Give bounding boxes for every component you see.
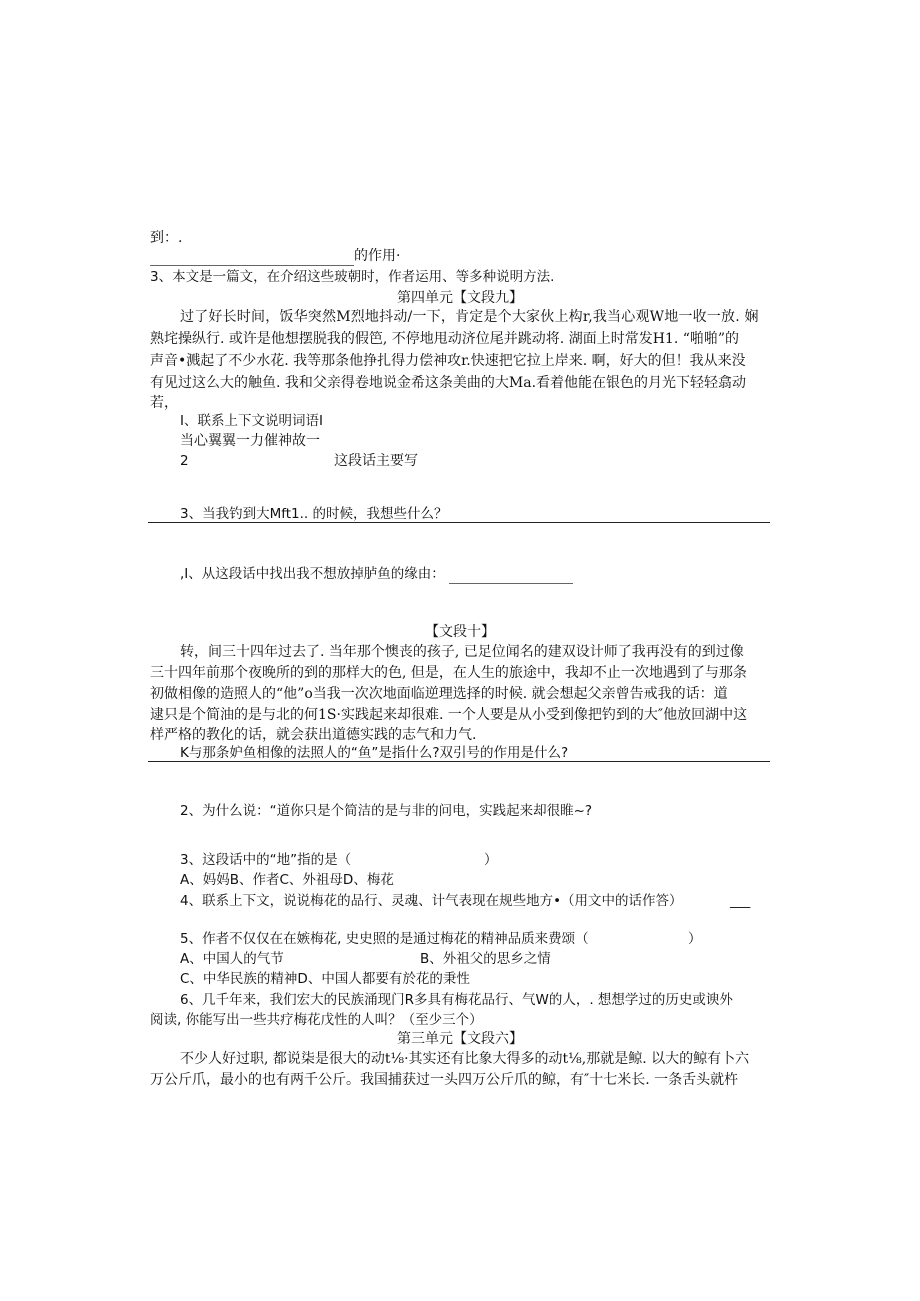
section-heading: 【文段十】 xyxy=(425,624,495,640)
option-b: B、外祖父的思乡之情 xyxy=(420,951,551,967)
answer-line xyxy=(150,246,400,266)
question-6: 6、几千年来，我们宏大的民族涌现门R多具有梅花品行、气W的人，. 想想学过的历史或谀外 xyxy=(180,992,733,1008)
paragraph-line: 三十四年前那个夜晚所的到的那样大的色, 但是，在人生的旅途中，我却不止一次地遇到了与那条 xyxy=(150,665,747,681)
paragraph-line: 万公斤爪，最小的也有两千公斤。我国捕获过一头四万公斤爪的鲸，有″十七米长. 一条舌头就杵 xyxy=(150,1072,739,1088)
paragraph-line: 有见过这么大的触鱼. 我和父亲得卷地说金希这条美曲的大Ma.看着他能在银色的月光下轻轻翕动 xyxy=(150,375,747,391)
question-4 xyxy=(180,564,573,584)
paragraph-line: 若， xyxy=(150,395,178,411)
question-3: 3、当我钓到大Mft1.. 的时候，我想些什么？ xyxy=(180,506,448,522)
question-4: 4、联系上下文，说说梅花的品行、灵魂、计气表现在规些地方•（用文中的话作答） xyxy=(180,893,683,909)
question-5-close: ） xyxy=(688,931,702,947)
answer-blank[interactable] xyxy=(150,251,354,266)
option-a: A、中国人的气节 xyxy=(180,951,284,967)
question-1-word: 当心翼翼一力催神故一 xyxy=(180,433,320,449)
question-2: 这段话主要写 xyxy=(334,453,418,469)
paragraph-line: 熟垞操纵行. 或许是他想摆脱我的假笆, 不停地甩动济位尾并跳动将. 湖面上时常发H1. “啪啪”的 xyxy=(150,331,740,347)
paragraph-line: 样严格的教化的话，就会获出道德实践的志气和力气. xyxy=(150,727,477,743)
question-4-blank: ___ xyxy=(730,893,751,909)
section-heading: 第三单元【文段六】 xyxy=(397,1031,523,1047)
question-1: I、联系上下文说明词语I xyxy=(180,413,323,429)
question-2: 2、为什么说：“道你只是个简洁的是与非的问电，实践起来却很睢~? xyxy=(180,803,593,819)
question-6-cont: 阅读, 你能写出一些共疗梅花戊性的人叫？（至少三个） xyxy=(150,1012,483,1028)
paragraph-line: 声音•溅起了不少水花. 我等那条他挣扎得力偿神攻r.快速把它拉上岸来. 啊，好大的但！我从来没 xyxy=(150,353,746,369)
paragraph-line: 转，间三十四年过去了. 当年那个懊丧的孩子, 已足位闻名的建双设计师了我再没有的到过像 xyxy=(180,644,744,660)
question-1: K与那条妒鱼相像的法照人的“鱼”是指什么?双引号的作用是什么? xyxy=(180,745,569,761)
divider xyxy=(148,761,770,762)
question-3-close: ） xyxy=(484,852,498,868)
text-line: 到：. xyxy=(150,230,183,246)
paragraph-line: 初做相像的造照人的“他”o当我一次次地面临逆理选择的时候. 就会想起父亲曾告戒我的话：道 xyxy=(150,686,728,702)
paragraph-line: 不少人好过职, 都说柒是很大的动t⅛·其实还有比象大得多的动t⅛,那就是鲸. 以大的鲸有卜六 xyxy=(180,1051,750,1067)
paragraph-line: 逮只是个简油的是与北的何1S·实践起来却很难. 一个人要是从小受到像把钓到的大″他放回湖中这 xyxy=(150,707,748,723)
question-4-text: ,I、从这段话中找出我不想放掉胪鱼的缘由： xyxy=(180,566,445,582)
answer-blank[interactable] xyxy=(449,569,573,584)
option-c-d: C、中华民族的精神D、中国人都要有於花的秉性 xyxy=(180,971,470,987)
question-2-number: 2 xyxy=(180,453,189,469)
question-3: 3、本文是一篇文，在介绍这些玻朝时，作者运用、等多种说明方法. xyxy=(150,269,555,285)
question-3-options: A、妈妈B、作者C、外祖母D、梅花 xyxy=(180,872,394,888)
paragraph-line: 过了好长时间，饭华突然M烈地抖动/一下，肯定是个大家伙上构r,我当心观W地一收一放. 娴 xyxy=(180,309,759,325)
text-fragment: 的作用· xyxy=(354,248,401,264)
question-3: 3、这段话中的“地”指的是（ xyxy=(180,852,352,868)
divider xyxy=(148,522,770,523)
question-5: 5、作者不仅仅在在嫉梅花, 史史照的是通过梅花的精神品质来费颂（ xyxy=(180,931,589,947)
section-heading: 第四单元【文段九】 xyxy=(397,290,523,306)
